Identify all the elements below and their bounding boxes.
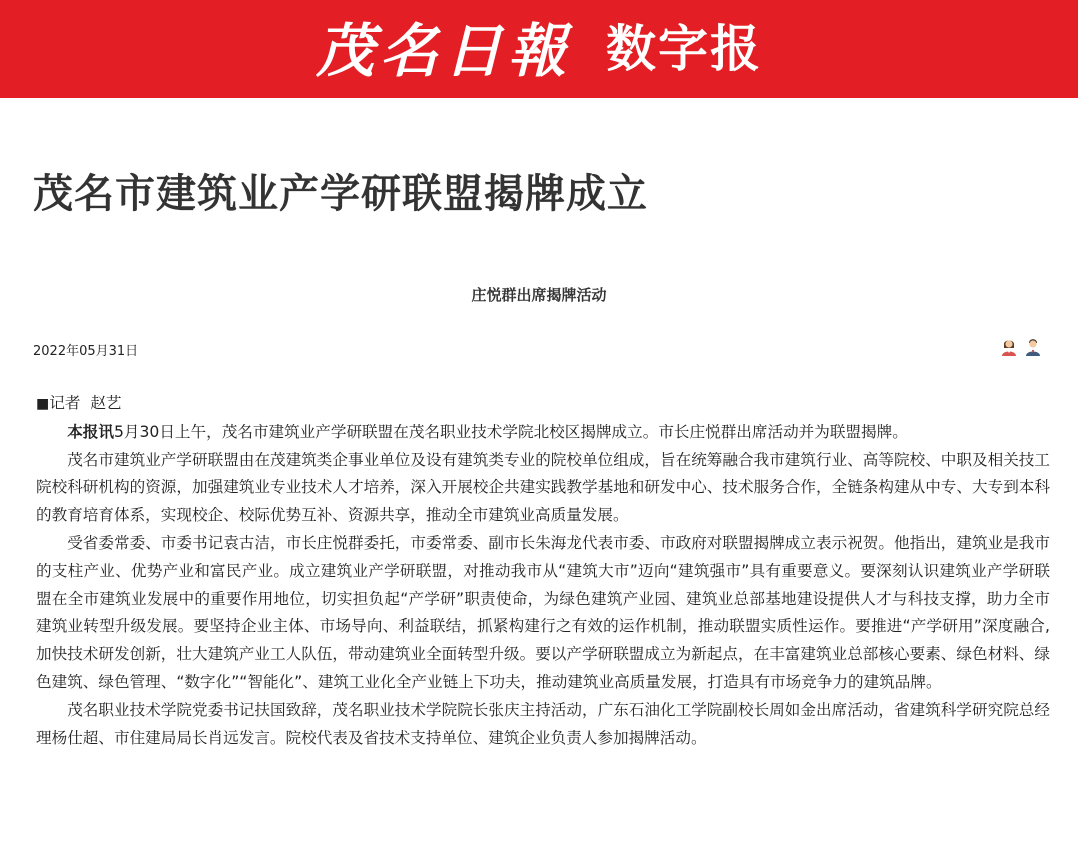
byline-marker: ■: [36, 396, 50, 412]
paragraph-text: 5月30日上午，茂名市建筑业产学研联盟在茂名职业技术学院北校区揭牌成立。市长庄悦群出席活动并为联盟揭牌。: [113, 422, 908, 441]
article-subtitle: 庄悦群出席揭牌活动: [471, 286, 607, 304]
byline-text: 记者 赵艺: [49, 394, 122, 412]
paragraph: 茂名市建筑业产学研联盟由在茂建筑类企事业单位及设有建筑类专业的院校单位组成，旨在统筹融合我市建筑行业、高等院校、中职及相关技工院校科研机构的资源，加强建筑业专业技术人才培养，深入开展校企共建实践教学基地和研发中心、技术服务合作，全链条构建从中专、大专到本科的教育培育体系，实现校企、校际优势互补、资源共享，推动全市建筑业高质量发展。: [36, 450, 1050, 525]
publish-date: 2022年05月31日: [33, 344, 139, 359]
paragraph: 茂名职业技术学院党委书记扶国致辞，茂名职业技术学院院长张庆主持活动，广东石油化工学院副校长周如金出席活动，省建筑科学研究院总经理杨仕超、市住建局局长肖远发言。院校代表及省技术支持单位、建筑企业负责人参加揭牌活动。: [36, 700, 1050, 747]
masthead: [0, 0, 1078, 98]
paragraph-lead: [36, 419, 1050, 447]
paragraph: 受省委常委、市委书记袁古洁，市长庄悦群委托，市委常委、副市长朱海龙代表市委、市政府对联盟揭牌成立表示祝贺。他指出，建筑业是我市的支柱产业、优势产业和富民产业。成立建筑业产学研联盟，对推动我市从“建筑大市”迈向“建筑强市”具有重要意义。要深刻认识建筑业产学研联盟在全市建筑业发展中的重要作用地位，切实担负起“产学研”职责使命，为绿色建筑产业园、建筑业总部基地建设提供人才与科技支撑，助力全市建筑业转型升级发展。要坚持企业主体、市场导向、利益联结，抓紧构建行之有效的运作机制，推动联盟实质性运作。要推进“产学研用”深度融合,加快技术研发创新，壮大建筑产业工人队伍，带动建筑业全面转型升级。要以产学研联盟成立为新起点，在丰富建筑业总部核心要素、绿色材料、绿色建筑、绿色管理、“数字化”“智能化”、建筑工业化全产业链上下功夫，推动建筑业高质量发展，打造具有市场竞争力的建筑品牌。: [36, 533, 1050, 691]
article-body: [36, 390, 1050, 752]
lead-tag: 本报讯: [67, 422, 114, 441]
digital-edition-label: 数字报: [606, 20, 762, 78]
newspaper-logo[interactable]: 茂名日報: [315, 17, 572, 85]
male-reader-icon[interactable]: [1024, 336, 1042, 356]
female-reader-icon[interactable]: [1000, 336, 1018, 356]
article-title: 茂名市建筑业产学研联盟揭牌成立: [33, 171, 648, 217]
byline: [36, 390, 1050, 419]
reader-controls: [1000, 336, 1042, 356]
